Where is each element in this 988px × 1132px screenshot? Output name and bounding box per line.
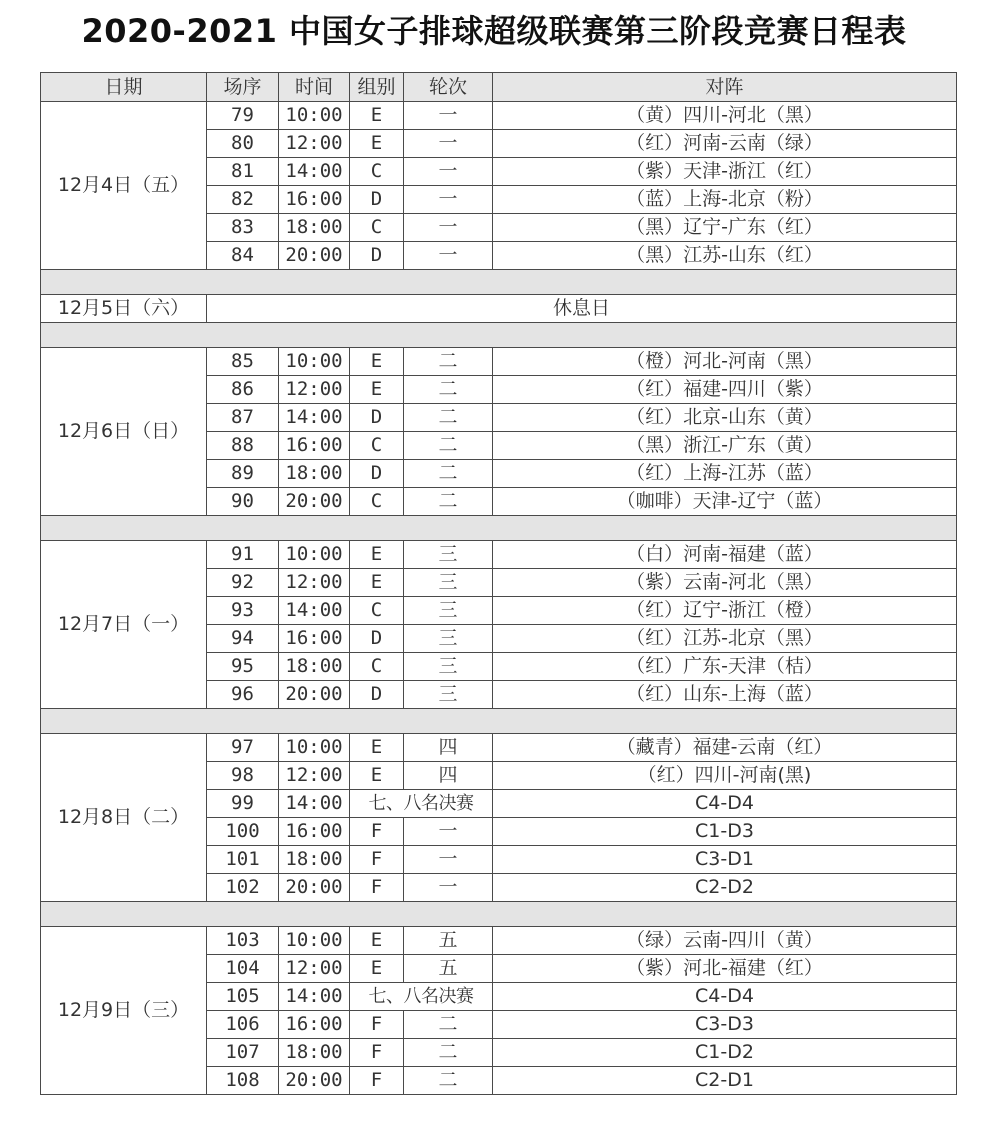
group-cell: F: [350, 1039, 404, 1067]
group-cell: C: [350, 432, 404, 460]
matchup-cell: （紫）河北-福建（红）: [493, 955, 957, 983]
round-cell: 三: [404, 597, 493, 625]
round-cell: 一: [404, 102, 493, 130]
round-cell: 二: [404, 488, 493, 516]
time-cell: 16:00: [279, 625, 350, 653]
matchup-cell: （蓝）上海-北京（粉）: [493, 186, 957, 214]
group-cell: F: [350, 1067, 404, 1095]
round-cell: 四: [404, 762, 493, 790]
order-cell: 92: [207, 569, 279, 597]
matchup-cell: （红）江苏-北京（黑）: [493, 625, 957, 653]
header-round: 轮次: [404, 73, 493, 102]
matchup-cell: （黄）四川-河北（黑）: [493, 102, 957, 130]
time-cell: 10:00: [279, 927, 350, 955]
separator-cell: [41, 709, 957, 734]
time-cell: 20:00: [279, 1067, 350, 1095]
group-cell: D: [350, 404, 404, 432]
time-cell: 10:00: [279, 348, 350, 376]
group-round-cell: 七、八名决赛: [350, 790, 493, 818]
round-cell: 二: [404, 376, 493, 404]
round-cell: 二: [404, 1039, 493, 1067]
time-cell: 14:00: [279, 983, 350, 1011]
separator-row: [41, 516, 957, 541]
time-cell: 20:00: [279, 242, 350, 270]
matchup-cell: （红）北京-山东（黄）: [493, 404, 957, 432]
table-row: [41, 102, 957, 130]
table-row: [41, 927, 957, 955]
group-cell: D: [350, 460, 404, 488]
date-cell: 12月4日（五）: [41, 102, 207, 270]
date-cell: 12月7日（一）: [41, 541, 207, 709]
group-cell: C: [350, 653, 404, 681]
round-cell: 三: [404, 569, 493, 597]
table-row: [41, 541, 957, 569]
group-cell: E: [350, 734, 404, 762]
order-cell: 93: [207, 597, 279, 625]
order-cell: 97: [207, 734, 279, 762]
time-cell: 12:00: [279, 955, 350, 983]
date-cell: 12月5日（六）: [41, 295, 207, 323]
order-cell: 84: [207, 242, 279, 270]
round-cell: 二: [404, 432, 493, 460]
table-row: [41, 734, 957, 762]
matchup-cell: （藏青）福建-云南（红）: [493, 734, 957, 762]
group-cell: E: [350, 955, 404, 983]
round-cell: 一: [404, 214, 493, 242]
separator-cell: [41, 516, 957, 541]
separator-row: [41, 902, 957, 927]
round-cell: 一: [404, 242, 493, 270]
group-cell: D: [350, 625, 404, 653]
time-cell: 10:00: [279, 734, 350, 762]
matchup-cell: （红）福建-四川（紫）: [493, 376, 957, 404]
time-cell: 18:00: [279, 214, 350, 242]
round-cell: 三: [404, 625, 493, 653]
group-cell: F: [350, 846, 404, 874]
header-order: 场序: [207, 73, 279, 102]
group-cell: C: [350, 597, 404, 625]
header-row: [41, 73, 957, 102]
time-cell: 18:00: [279, 1039, 350, 1067]
group-cell: E: [350, 348, 404, 376]
order-cell: 79: [207, 102, 279, 130]
order-cell: 107: [207, 1039, 279, 1067]
date-cell: 12月8日（二）: [41, 734, 207, 902]
time-cell: 20:00: [279, 488, 350, 516]
time-cell: 16:00: [279, 432, 350, 460]
group-cell: E: [350, 569, 404, 597]
order-cell: 82: [207, 186, 279, 214]
order-cell: 98: [207, 762, 279, 790]
time-cell: 14:00: [279, 404, 350, 432]
order-cell: 108: [207, 1067, 279, 1095]
order-cell: 89: [207, 460, 279, 488]
round-cell: 四: [404, 734, 493, 762]
separator-row: [41, 709, 957, 734]
time-cell: 12:00: [279, 376, 350, 404]
header-date: 日期: [41, 73, 207, 102]
time-cell: 14:00: [279, 158, 350, 186]
separator-cell: [41, 270, 957, 295]
matchup-cell: C1-D3: [493, 818, 957, 846]
matchup-cell: （橙）河北-河南（黑）: [493, 348, 957, 376]
time-cell: 18:00: [279, 846, 350, 874]
matchup-cell: C4-D4: [493, 790, 957, 818]
matchup-cell: C2-D1: [493, 1067, 957, 1095]
order-cell: 83: [207, 214, 279, 242]
page-title: 2020-2021 中国女子排球超级联赛第三阶段竞赛日程表: [81, 12, 907, 50]
round-cell: 三: [404, 541, 493, 569]
time-cell: 12:00: [279, 762, 350, 790]
order-cell: 106: [207, 1011, 279, 1039]
matchup-cell: （红）辽宁-浙江（橙）: [493, 597, 957, 625]
round-cell: 一: [404, 158, 493, 186]
matchup-cell: （紫）云南-河北（黑）: [493, 569, 957, 597]
time-cell: 18:00: [279, 653, 350, 681]
matchup-cell: C3-D3: [493, 1011, 957, 1039]
matchup-cell: （红）河南-云南（绿）: [493, 130, 957, 158]
header-time: 时间: [279, 73, 350, 102]
rest-day-cell: 休息日: [207, 295, 957, 323]
order-cell: 94: [207, 625, 279, 653]
schedule-body: [41, 102, 957, 1095]
time-cell: 16:00: [279, 186, 350, 214]
group-cell: E: [350, 927, 404, 955]
group-cell: C: [350, 158, 404, 186]
time-cell: 12:00: [279, 130, 350, 158]
order-cell: 96: [207, 681, 279, 709]
order-cell: 80: [207, 130, 279, 158]
round-cell: 三: [404, 653, 493, 681]
matchup-cell: （黑）辽宁-广东（红）: [493, 214, 957, 242]
separator-row: [41, 270, 957, 295]
order-cell: 102: [207, 874, 279, 902]
round-cell: 一: [404, 186, 493, 214]
order-cell: 85: [207, 348, 279, 376]
time-cell: 16:00: [279, 1011, 350, 1039]
time-cell: 12:00: [279, 569, 350, 597]
date-cell: 12月9日（三）: [41, 927, 207, 1095]
matchup-cell: C4-D4: [493, 983, 957, 1011]
round-cell: 二: [404, 1067, 493, 1095]
round-cell: 一: [404, 130, 493, 158]
matchup-cell: C1-D2: [493, 1039, 957, 1067]
matchup-cell: （紫）天津-浙江（红）: [493, 158, 957, 186]
round-cell: 二: [404, 348, 493, 376]
round-cell: 二: [404, 1011, 493, 1039]
date-cell: 12月6日（日）: [41, 348, 207, 516]
group-cell: C: [350, 214, 404, 242]
separator-cell: [41, 323, 957, 348]
order-cell: 87: [207, 404, 279, 432]
order-cell: 101: [207, 846, 279, 874]
time-cell: 16:00: [279, 818, 350, 846]
matchup-cell: （白）河南-福建（蓝）: [493, 541, 957, 569]
matchup-cell: C2-D2: [493, 874, 957, 902]
round-cell: 五: [404, 955, 493, 983]
time-cell: 20:00: [279, 874, 350, 902]
time-cell: 20:00: [279, 681, 350, 709]
round-cell: 三: [404, 681, 493, 709]
time-cell: 14:00: [279, 597, 350, 625]
order-cell: 95: [207, 653, 279, 681]
order-cell: 91: [207, 541, 279, 569]
round-cell: 五: [404, 927, 493, 955]
matchup-cell: （红）四川-河南(黑): [493, 762, 957, 790]
matchup-cell: （红）山东-上海（蓝）: [493, 681, 957, 709]
table-row: [41, 348, 957, 376]
group-cell: D: [350, 186, 404, 214]
order-cell: 86: [207, 376, 279, 404]
time-cell: 10:00: [279, 102, 350, 130]
group-cell: C: [350, 488, 404, 516]
header-group: 组别: [350, 73, 404, 102]
order-cell: 88: [207, 432, 279, 460]
matchup-cell: （红）上海-江苏（蓝）: [493, 460, 957, 488]
round-cell: 二: [404, 404, 493, 432]
matchup-cell: （黑）江苏-山东（红）: [493, 242, 957, 270]
time-cell: 10:00: [279, 541, 350, 569]
time-cell: 14:00: [279, 790, 350, 818]
order-cell: 105: [207, 983, 279, 1011]
group-cell: F: [350, 818, 404, 846]
order-cell: 99: [207, 790, 279, 818]
matchup-cell: （咖啡）天津-辽宁（蓝）: [493, 488, 957, 516]
header-matchup: 对阵: [493, 73, 957, 102]
round-cell: 二: [404, 460, 493, 488]
matchup-cell: （黑）浙江-广东（黄）: [493, 432, 957, 460]
matchup-cell: （绿）云南-四川（黄）: [493, 927, 957, 955]
order-cell: 100: [207, 818, 279, 846]
order-cell: 104: [207, 955, 279, 983]
group-cell: D: [350, 681, 404, 709]
matchup-cell: （红）广东-天津（桔）: [493, 653, 957, 681]
matchup-cell: C3-D1: [493, 846, 957, 874]
separator-row: [41, 323, 957, 348]
order-cell: 90: [207, 488, 279, 516]
group-cell: D: [350, 242, 404, 270]
group-cell: F: [350, 1011, 404, 1039]
group-cell: E: [350, 130, 404, 158]
group-round-cell: 七、八名决赛: [350, 983, 493, 1011]
schedule-table: [40, 72, 957, 1095]
time-cell: 18:00: [279, 460, 350, 488]
separator-cell: [41, 902, 957, 927]
rest-day-row: [41, 295, 957, 323]
round-cell: 一: [404, 818, 493, 846]
group-cell: E: [350, 541, 404, 569]
group-cell: E: [350, 376, 404, 404]
group-cell: F: [350, 874, 404, 902]
group-cell: E: [350, 102, 404, 130]
round-cell: 一: [404, 846, 493, 874]
group-cell: E: [350, 762, 404, 790]
order-cell: 103: [207, 927, 279, 955]
round-cell: 一: [404, 874, 493, 902]
order-cell: 81: [207, 158, 279, 186]
